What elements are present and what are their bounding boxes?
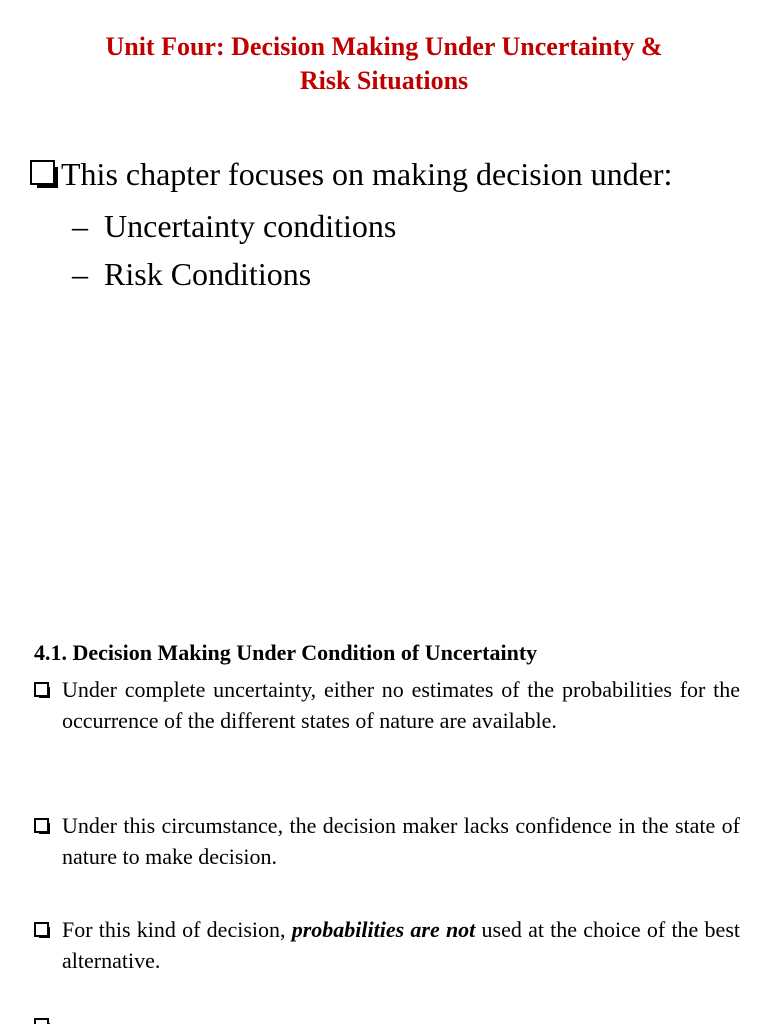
- checkbox-bullet-icon: [34, 922, 49, 937]
- paragraph-probabilities-not-used: [34, 914, 740, 976]
- emphasized-text: probabilities are not: [291, 917, 476, 942]
- condition-list: [72, 202, 396, 298]
- list-item-text: Uncertainty conditions: [104, 208, 397, 244]
- slide-title: [0, 30, 768, 98]
- paragraph-text-end: used at the choice of the best alternative.: [62, 917, 740, 973]
- paragraph-text-start: For this kind of decision,: [62, 917, 292, 942]
- paragraph-text: Under complete uncertainty, either no estimates of the probabilities for the occurrence of the different states of nature are available.: [62, 677, 740, 733]
- paragraph-complete-uncertainty: [34, 674, 740, 736]
- dash-bullet: –: [72, 256, 88, 292]
- checkbox-bullet-icon: [34, 1018, 49, 1024]
- checkbox-bullet-icon: [34, 818, 49, 833]
- dash-bullet: –: [72, 208, 88, 244]
- list-item-uncertainty: [72, 202, 396, 250]
- list-item-risk: [72, 250, 396, 298]
- paragraph-text: [62, 914, 740, 976]
- list-item-text: Risk Conditions: [104, 256, 312, 292]
- chapter-focus-bullet: [30, 154, 672, 194]
- slide-title-line-2: Risk Situations: [299, 66, 469, 95]
- section-heading: 4.1. Decision Making Under Condition of Uncertainty: [34, 640, 538, 665]
- slide-title-line-1: Unit Four: Decision Making Under Uncertainty &: [105, 32, 663, 61]
- chapter-focus-text: This chapter focuses on making decision under:: [61, 156, 673, 192]
- paragraph-lacks-confidence: [34, 810, 740, 872]
- checkbox-bullet-icon: [34, 682, 49, 697]
- paragraph-text: Under this circumstance, the decision maker lacks confidence in the state of nature to make decision.: [62, 813, 740, 869]
- checkbox-bullet-icon: [30, 160, 55, 185]
